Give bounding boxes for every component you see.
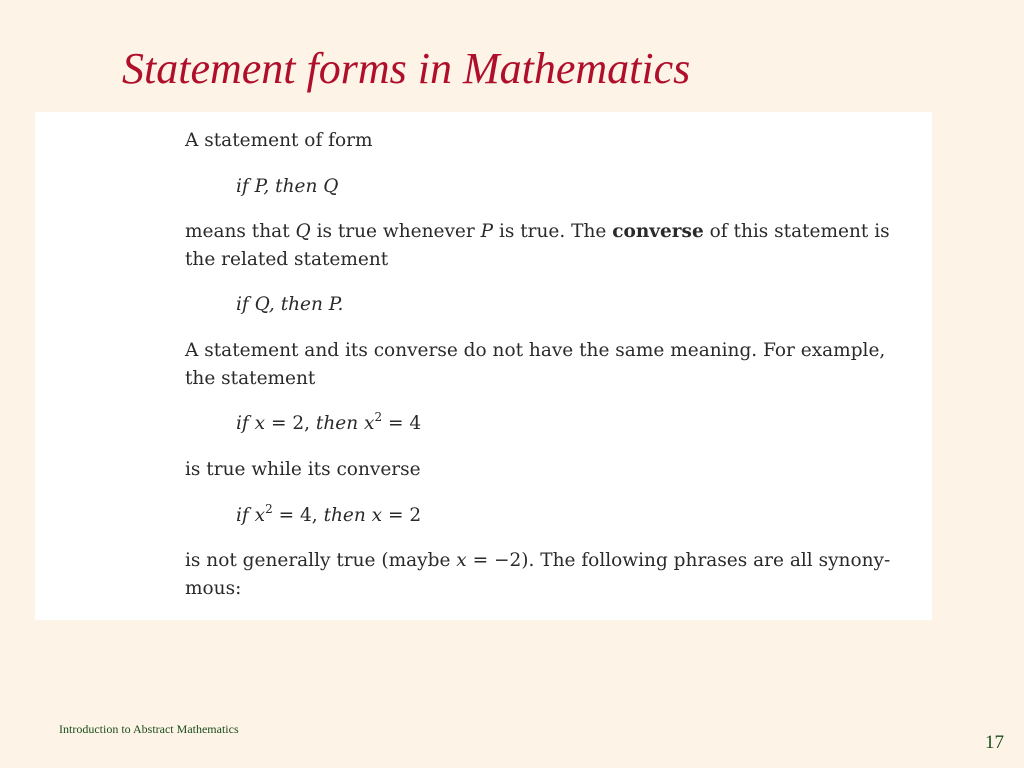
slide-title: Statement forms in Mathematics: [122, 44, 691, 93]
math-variable: Q: [295, 221, 311, 242]
term-converse: converse: [612, 221, 704, 242]
intro-text: A statement of form: [185, 130, 373, 151]
formula-converse-example: [236, 502, 421, 530]
paragraph-true-converse: is true while its converse: [185, 459, 421, 480]
math-variable: P: [480, 221, 494, 242]
formula-variable: x: [254, 413, 266, 434]
formula-variable: x: [371, 505, 383, 526]
formula-operator: = 4,: [278, 505, 318, 526]
formula-operator: = 4: [388, 413, 422, 434]
formula-variable: P,: [254, 176, 270, 197]
formula-if-p-then-q: [236, 173, 338, 201]
math-variable: x: [456, 550, 467, 571]
formula-exponent: 2: [265, 502, 273, 516]
formula-keyword: if: [236, 505, 249, 526]
text-run: the statement: [185, 368, 316, 389]
text-run: is true whenever: [316, 221, 475, 242]
formula-variable: P.: [328, 294, 344, 315]
text-run: the related statement: [185, 249, 389, 270]
formula-variable: x: [254, 505, 266, 526]
text-run: is true. The: [498, 221, 607, 242]
paragraph-converse-definition: [185, 218, 890, 274]
content-panel: [35, 112, 932, 620]
formula-keyword: then: [323, 505, 366, 526]
formula-keyword: then: [315, 413, 359, 434]
formula-variable: Q,: [254, 294, 275, 315]
formula-example: [236, 410, 421, 438]
formula-variable: Q: [323, 176, 339, 197]
formula-exponent: 2: [374, 410, 383, 424]
text-run: is not generally true (maybe: [185, 550, 451, 571]
formula-keyword: if: [236, 294, 249, 315]
text-run: of this statement is: [709, 221, 890, 242]
footer-course-title: Introduction to Abstract Mathematics: [59, 722, 239, 736]
formula-operator: = 2: [388, 505, 422, 526]
paragraph-not-generally-true: [185, 547, 891, 603]
paragraph-meaning: [185, 337, 886, 393]
formula-if-q-then-p: [236, 291, 343, 319]
text-run: mous:: [185, 578, 242, 599]
formula-keyword: then: [275, 176, 318, 197]
formula-operator: = 2,: [270, 413, 311, 434]
formula-variable: x: [364, 413, 375, 434]
page-number: 17: [985, 732, 1004, 753]
formula-keyword: if: [236, 413, 249, 434]
text-run: A statement and its converse do not have the same meaning. For example,: [185, 340, 886, 361]
formula-keyword: then: [280, 294, 323, 315]
formula-keyword: if: [236, 176, 249, 197]
text-run: means that: [185, 221, 290, 242]
text-run: = −2). The following phrases are all synony-: [472, 550, 891, 571]
